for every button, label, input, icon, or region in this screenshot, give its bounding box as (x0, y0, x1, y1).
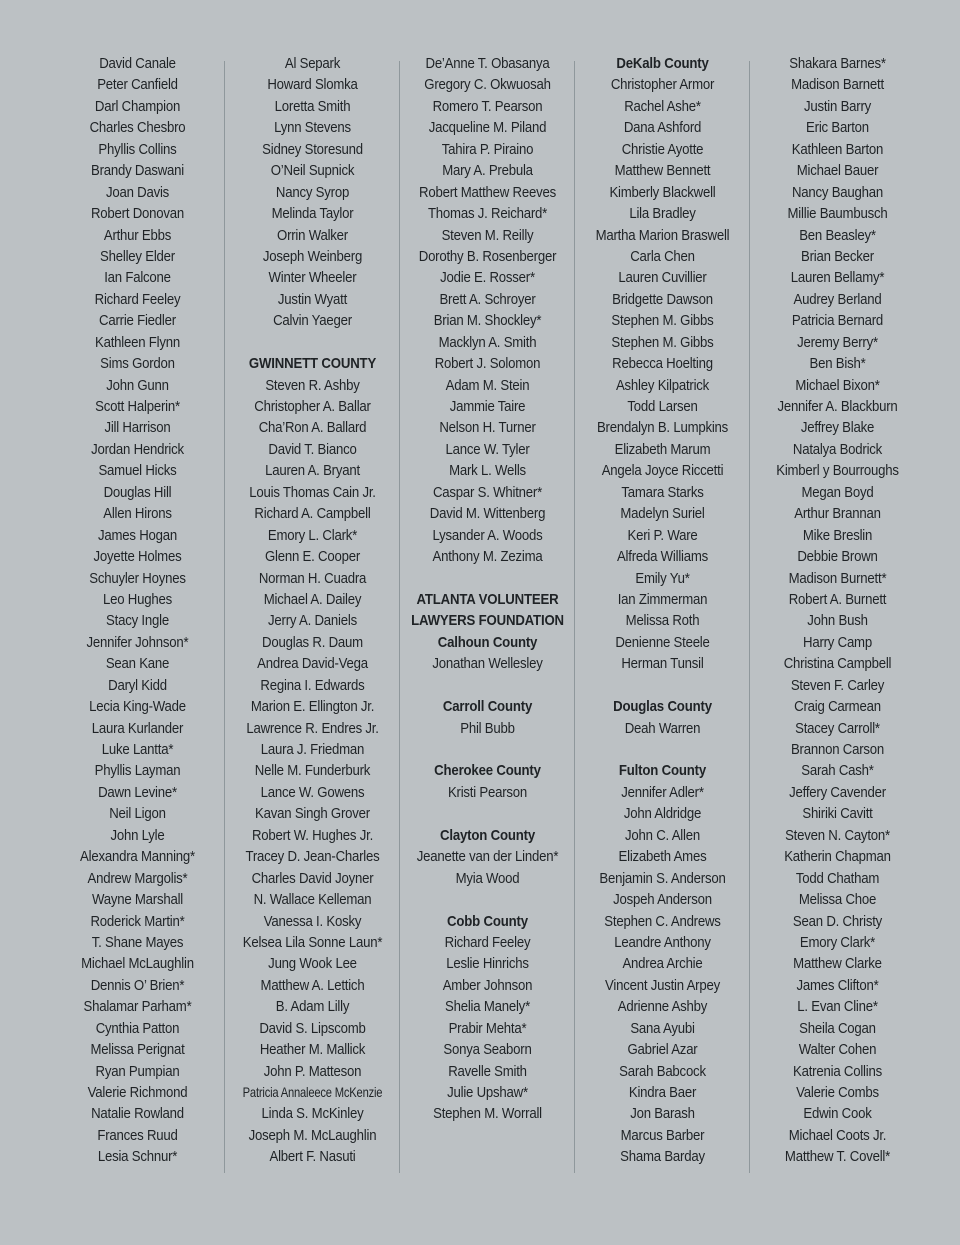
name-entry: Cynthia Patton (95, 1019, 180, 1037)
section-heading: Cobb County (447, 912, 528, 930)
name-entry: Jennifer A. Blackburn (777, 398, 898, 415)
name-entry: Herman Tunsil (621, 655, 704, 673)
name-entry: Matthew Clarke (793, 955, 882, 973)
name-entry: Edwin Cook (803, 1105, 872, 1123)
name-entry: Keri P. Ware (627, 526, 698, 544)
name-entry: Peter Canfield (97, 76, 178, 94)
section-heading: GWINNETT COUNTY (248, 355, 377, 373)
name-entry: Lauren A. Bryant (265, 462, 360, 480)
name-entry: Jodie E. Rosser* (440, 269, 535, 287)
name-entry: Audrey Berland (793, 290, 882, 308)
name-entry: Jospeh Anderson (613, 891, 712, 909)
name-entry: Anthony M. Zezima (432, 548, 543, 566)
name-entry: Jeremy Berry* (797, 333, 878, 351)
name-entry: Schuyler Hoynes (89, 569, 186, 587)
name-entry: Ben Bish* (809, 355, 866, 373)
name-entry: Darl Champion (94, 97, 181, 115)
name-entry: John C. Allen (625, 826, 700, 844)
name-entry: Michael A. Dailey (263, 590, 362, 608)
name-entry: L. Evan Cline* (797, 998, 878, 1016)
name-entry: Thomas J. Reichard* (427, 205, 548, 223)
name-entry: Norman H. Cuadra (258, 569, 367, 587)
name-entry: Robert J. Solomon (434, 355, 541, 373)
name-entry: Natalya Bodrick (792, 440, 883, 458)
name-entry: Shiriki Cavitt (802, 805, 873, 823)
spacer (236, 332, 390, 353)
name-entry: Katrenia Collins (793, 1062, 882, 1080)
name-entry: Frances Ruud (97, 1126, 178, 1144)
name-entry: Albert F. Nasuti (269, 1148, 356, 1166)
section-heading: Carroll County (442, 698, 533, 716)
name-entry: Robert Matthew Reeves (419, 183, 556, 201)
name-entry: Steven F. Carley (790, 676, 885, 694)
name-entry: Todd Chatham (795, 869, 880, 887)
name-entry: Joan Davis (105, 183, 170, 201)
name-entry: Loretta Smith (274, 97, 351, 115)
name-entry: Benjamin S. Anderson (599, 869, 726, 887)
name-entry: Gregory C. Okwuosah (424, 76, 551, 94)
section-heading: ATLANTA VOLUNTEER (416, 590, 559, 608)
column-5 (750, 53, 925, 1173)
name-entry: John Aldridge (623, 805, 702, 823)
name-entry: Lila Bradley (629, 205, 696, 223)
name-entry: Jerry A. Daniels (268, 612, 357, 630)
name-entry: Julie Upshaw* (447, 1084, 528, 1101)
name-entry: Mark L. Wells (449, 462, 526, 480)
name-entry: Valerie Richmond (87, 1084, 188, 1101)
name-entry: Al Separk (284, 55, 341, 72)
name-entry: Andrew Margolis* (87, 869, 188, 887)
name-entry: Brian Becker (801, 247, 874, 265)
name-entry: Cha’Ron A. Ballard (258, 419, 367, 437)
name-entry: Melissa Perignat (90, 1041, 185, 1059)
name-entry: Elizabeth Ames (618, 848, 707, 866)
name-entry: Melinda Taylor (271, 205, 354, 223)
section-heading: DeKalb County (616, 55, 709, 72)
name-entry: Charles Chesbro (89, 119, 186, 137)
name-entry: James Clifton* (796, 976, 879, 994)
name-entry: Ryan Pumpian (95, 1062, 180, 1080)
name-entry: Emory Clark* (799, 933, 876, 951)
name-entry: Robert Donovan (90, 205, 185, 223)
name-entry: Kristi Pearson (447, 783, 528, 801)
section-heading: Calhoun County (437, 633, 538, 651)
name-entry: Orrin Walker (277, 226, 348, 244)
name-entry: Stephen M. Gibbs (611, 312, 714, 330)
name-entry: Melissa Choe (798, 891, 877, 909)
name-entry: Megan Boyd (801, 483, 874, 501)
name-entry: Laura J. Friedman (260, 741, 365, 758)
name-entry: B. Adam Lilly (275, 998, 350, 1016)
name-entry: James Hogan (97, 526, 178, 544)
name-entry: Nelson H. Turner (439, 419, 536, 437)
name-entry: Romero T. Pearson (432, 97, 543, 115)
name-entry: Jeffrey Blake (800, 419, 875, 437)
name-entry: Sheila Cogan (799, 1019, 876, 1037)
name-entry: Martha Marion Braswell (595, 226, 730, 244)
name-entry: Stephen M. Gibbs (611, 333, 714, 351)
name-entry: Madelyn Suriel (620, 505, 705, 523)
name-entry: Arthur Ebbs (103, 226, 172, 244)
column-3 (400, 53, 575, 1173)
name-entry: Caspar S. Whitner* (432, 483, 543, 501)
name-entry: Nancy Syrop (275, 183, 350, 201)
name-entry: Debbie Brown (797, 548, 878, 566)
name-entry: Shakara Barnes* (789, 55, 886, 72)
name-entry: Scott Halperin* (95, 398, 180, 415)
name-entry: Roderick Martin* (90, 912, 185, 930)
name-entry: Mary A. Prebula (442, 162, 533, 180)
name-entry: Kimberl y Bourroughs (776, 462, 899, 480)
name-entry: Phil Bubb (460, 719, 515, 737)
name-entry: Jennifer Johnson* (86, 633, 189, 651)
name-entry: Allen Hirons (103, 505, 172, 523)
name-entry: Arthur Brannan (794, 505, 881, 523)
name-entry: Matthew T. Covell* (784, 1148, 891, 1166)
name-entry: Jung Wook Lee (268, 955, 357, 973)
column-2 (225, 53, 400, 1173)
name-entry: Steven M. Reilly (441, 226, 534, 244)
name-entry: Dawn Levine* (98, 783, 177, 801)
name-list-page (50, 53, 925, 1173)
name-entry: Jennifer Adler* (621, 783, 704, 801)
name-entry: Richard Feeley (94, 290, 181, 308)
name-entry: Joseph Weinberg (262, 247, 363, 265)
name-entry: Dana Ashford (623, 119, 702, 137)
name-entry: Bridgette Dawson (612, 290, 713, 308)
name-entry: Deah Warren (624, 719, 701, 737)
section-heading: LAWYERS FOUNDATION (411, 612, 564, 630)
name-entry: Lauren Bellamy* (790, 269, 885, 287)
name-entry: Sean D. Christy (792, 912, 883, 930)
name-entry: Kelsea Lila Sonne Laun* (242, 933, 383, 951)
name-entry: Jill Harrison (104, 419, 171, 437)
name-entry: Shelia Manely* (445, 998, 530, 1016)
column-4 (575, 53, 750, 1173)
name-entry: Amber Johnson (442, 976, 533, 994)
spacer (411, 675, 565, 696)
name-entry: Jammie Taire (449, 398, 526, 415)
name-entry: Lance W. Gowens (260, 783, 365, 801)
name-entry: Calvin Yaeger (273, 312, 352, 330)
name-entry: Harry Camp (803, 633, 872, 651)
name-entry: Robert A. Burnett (788, 590, 887, 608)
name-entry: Alfreda Williams (616, 548, 709, 566)
name-entry: David M. Wittenberg (429, 505, 546, 523)
name-entry: Sana Ayubi (630, 1019, 695, 1037)
name-entry: Leslie Hinrichs (446, 955, 529, 973)
name-entry: Joseph M. McLaughlin (248, 1126, 377, 1144)
name-entry: Neil Ligon (109, 805, 166, 823)
name-entry: Lauren Cuvillier (618, 269, 707, 287)
spacer (586, 675, 740, 696)
name-entry: Matthew A. Lettich (260, 976, 365, 994)
name-entry: Carrie Fiedler (99, 312, 176, 330)
name-entry: Mike Breslin (802, 526, 873, 544)
name-entry: Emily Yu* (635, 569, 690, 587)
name-entry: Stacy Ingle (106, 612, 169, 630)
name-entry: Rebecca Hoelting (612, 355, 713, 373)
name-entry: Patricia Annaleece McKenzie (242, 1084, 383, 1100)
name-entry: Phyllis Layman (94, 762, 181, 780)
name-entry: Denienne Steele (615, 633, 710, 651)
name-entry: Lesia Schnur* (97, 1148, 178, 1166)
name-entry: Robert W. Hughes Jr. (251, 826, 374, 844)
name-entry: Andrea Archie (622, 955, 703, 973)
name-entry: Brendalyn B. Lumpkins (596, 419, 729, 437)
name-entry: Patricia Bernard (791, 312, 884, 330)
name-entry: Marcus Barber (620, 1126, 705, 1144)
name-entry: Christopher A. Ballar (254, 398, 371, 415)
name-entry: Lawrence R. Endres Jr. (246, 719, 379, 737)
name-entry: Michael McLaughlin (81, 955, 194, 973)
spacer (411, 803, 565, 824)
name-entry: Sarah Cash* (801, 762, 874, 780)
name-entry: Sims Gordon (100, 355, 175, 373)
name-entry: Kathleen Barton (791, 140, 884, 158)
name-entry: Myia Wood (455, 869, 520, 887)
name-entry: Justin Wyatt (277, 290, 348, 308)
spacer (411, 568, 565, 589)
name-entry: Jeanette van der Linden* (416, 848, 559, 866)
name-entry: Sarah Babcock (619, 1062, 706, 1080)
name-entry: Brannon Carson (790, 741, 885, 758)
name-entry: Linda S. McKinley (261, 1105, 364, 1123)
name-entry: Stephen C. Andrews (604, 912, 721, 930)
name-entry: Sidney Storesund (262, 140, 363, 158)
name-entry: Prabir Mehta* (448, 1019, 527, 1037)
name-entry: Michael Coots Jr. (788, 1126, 887, 1144)
name-entry: Lysander A. Woods (432, 526, 543, 544)
name-entry: Madison Barnett (791, 76, 884, 94)
name-entry: Katherin Chapman (784, 848, 891, 866)
name-entry: Glenn E. Cooper (264, 548, 361, 566)
name-entry: Brett A. Schroyer (439, 290, 536, 308)
name-entry: Adam M. Stein (445, 376, 530, 394)
section-heading: Cherokee County (434, 762, 541, 780)
name-entry: Ravelle Smith (448, 1062, 527, 1080)
name-entry: Stephen M. Worrall (433, 1105, 542, 1123)
name-entry: Angela Joyce Riccetti (601, 462, 724, 480)
name-entry: Natalie Rowland (91, 1105, 184, 1123)
section-heading: Clayton County (439, 826, 536, 844)
name-entry: Brian M. Shockley* (433, 312, 542, 330)
name-entry: John P. Matteson (263, 1062, 362, 1080)
name-entry: O’Neil Supnick (270, 162, 355, 180)
name-entry: Charles David Joyner (251, 869, 374, 887)
name-entry: Vincent Justin Arpey (605, 976, 720, 994)
name-entry: Kimberly Blackwell (609, 183, 716, 201)
name-entry: Ben Beasley* (799, 226, 876, 244)
name-entry: Steven N. Cayton* (785, 826, 890, 844)
name-entry: Jordan Hendrick (91, 440, 184, 458)
name-entry: Ian Falcone (104, 269, 171, 287)
name-entry: John Gunn (106, 376, 169, 394)
section-heading: Fulton County (618, 762, 707, 780)
name-entry: Craig Carmean (794, 698, 881, 716)
name-entry: Jeffery Cavender (789, 783, 886, 801)
section-heading: Douglas County (613, 698, 712, 716)
name-entry: Millie Baumbusch (787, 205, 888, 223)
name-entry: Laura Kurlander (91, 719, 184, 737)
name-entry: Kindra Baer (628, 1084, 697, 1101)
name-entry: Macklyn A. Smith (438, 333, 537, 351)
name-entry: Eric Barton (806, 119, 869, 137)
name-entry: Christie Ayotte (621, 140, 704, 158)
name-entry: Nancy Baughan (791, 183, 884, 201)
name-entry: Winter Wheeler (268, 269, 357, 287)
name-entry: Richard Feeley (444, 933, 531, 951)
name-entry: Jon Barash (630, 1105, 695, 1123)
name-entry: Valerie Combs (796, 1084, 879, 1101)
name-entry: Daryl Kidd (108, 676, 167, 694)
name-entry: Michael Bixon* (795, 376, 880, 394)
name-entry: Luke Lantta* (101, 741, 174, 758)
name-entry: Emory L. Clark* (267, 526, 358, 544)
name-entry: Joyette Holmes (93, 548, 182, 566)
name-entry: David T. Bianco (268, 440, 357, 458)
name-entry: Walter Cohen (798, 1041, 877, 1059)
name-entry: David Canale (99, 55, 176, 72)
name-entry: Lynn Stevens (274, 119, 351, 137)
name-entry: David S. Lipscomb (259, 1019, 366, 1037)
name-entry: Jonathan Wellesley (432, 655, 543, 673)
spacer (586, 739, 740, 760)
name-entry: Carla Chen (630, 247, 695, 265)
name-entry: Leo Hughes (103, 590, 172, 608)
name-entry: Ashley Kilpatrick (615, 376, 710, 394)
name-entry: T. Shane Mayes (91, 933, 184, 951)
name-entry: Steven R. Ashby (265, 376, 360, 394)
name-entry: Jacqueline M. Piland (428, 119, 547, 137)
name-entry: Phyllis Collins (98, 140, 177, 158)
name-entry: John Bush (807, 612, 868, 630)
name-entry: Richard A. Campbell (254, 505, 371, 523)
spacer (411, 739, 565, 760)
name-entry: Christopher Armor (610, 76, 715, 94)
name-entry: Alexandra Manning* (80, 848, 195, 866)
name-entry: Regina I. Edwards (260, 676, 365, 694)
name-entry: Tahira P. Piraino (441, 140, 534, 158)
name-entry: Adrienne Ashby (617, 998, 708, 1016)
name-entry: Tamara Starks (621, 483, 704, 501)
name-entry: Leandre Anthony (614, 933, 711, 951)
name-entry: Shama Barday (620, 1148, 705, 1166)
name-entry: Todd Larsen (627, 398, 698, 415)
spacer (411, 889, 565, 910)
name-entry: Christina Campbell (783, 655, 892, 673)
name-entry: Dennis O’ Brien* (90, 976, 185, 994)
name-entry: Matthew Bennett (614, 162, 711, 180)
name-entry: Brandy Daswani (90, 162, 185, 180)
name-entry: Tracey D. Jean-Charles (245, 848, 380, 866)
name-entry: Madison Burnett* (788, 569, 887, 587)
name-entry: Stacey Carroll* (795, 719, 880, 737)
name-entry: Sonya Seaborn (443, 1041, 532, 1059)
name-entry: De’Anne T. Obasanya (425, 55, 550, 72)
name-entry: Kathleen Flynn (94, 333, 180, 351)
name-entry: Douglas R. Daum (262, 633, 363, 651)
name-entry: Lecia King-Wade (89, 698, 186, 716)
name-entry: Elizabeth Marum (614, 440, 711, 458)
name-entry: Howard Slomka (267, 76, 358, 94)
name-entry: Nelle M. Funderburk (254, 762, 371, 780)
name-entry: Vanessa I. Kosky (263, 912, 362, 930)
name-entry: Shalamar Parham* (83, 998, 192, 1016)
name-entry: Ian Zimmerman (617, 590, 708, 608)
name-entry: Heather M. Mallick (259, 1041, 366, 1059)
name-entry: Justin Barry (803, 97, 872, 115)
name-entry: N. Wallace Kelleman (253, 891, 372, 909)
name-entry: Gabriel Azar (627, 1041, 698, 1059)
name-entry: Louis Thomas Cain Jr. (249, 483, 376, 501)
name-entry: Marion E. Ellington Jr. (250, 698, 375, 716)
column-1 (50, 53, 225, 1173)
name-entry: John Lyle (110, 826, 165, 844)
name-entry: Shelley Elder (100, 247, 175, 265)
name-entry: Samuel Hicks (98, 462, 177, 480)
name-entry: Wayne Marshall (91, 891, 184, 909)
name-entry: Douglas Hill (103, 483, 172, 501)
name-entry: Andrea David-Vega (257, 655, 368, 673)
name-entry: Dorothy B. Rosenberger (418, 247, 557, 265)
name-entry: Sean Kane (105, 655, 170, 673)
name-entry: Kavan Singh Grover (255, 805, 370, 823)
name-entry: Melissa Roth (625, 612, 700, 630)
name-entry: Rachel Ashe* (624, 97, 701, 115)
name-entry: Lance W. Tyler (445, 440, 530, 458)
name-entry: Michael Bauer (796, 162, 879, 180)
